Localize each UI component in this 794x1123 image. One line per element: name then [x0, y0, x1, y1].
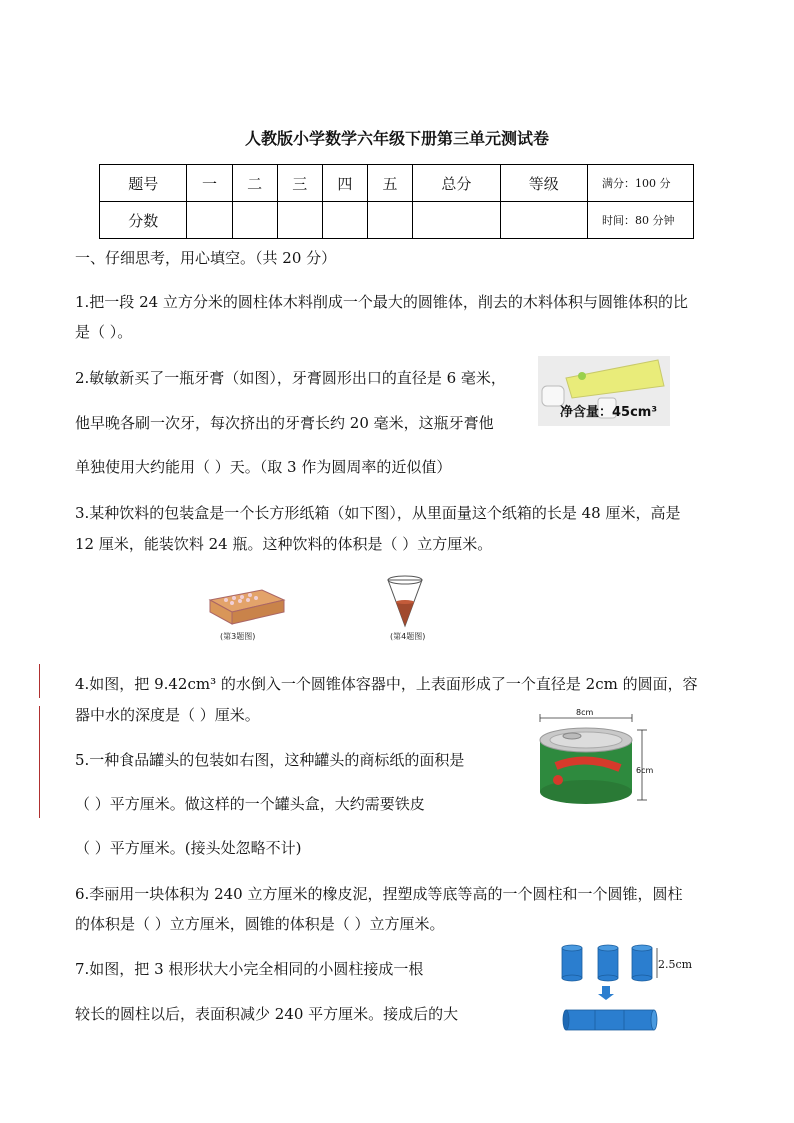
- score-table-score-row: [100, 202, 694, 239]
- score-input-cell: [277, 202, 322, 239]
- score-cell: 题号: [100, 165, 187, 202]
- q3-line2: 12 厘米，能装饮料 24 瓶。这种饮料的体积是（ ）立方厘米。: [75, 535, 493, 553]
- q4-line2: 器中水的深度是（ ）厘米。: [75, 706, 260, 724]
- q6-line1: 6.李丽用一块体积为 240 立方厘米的橡皮泥，捏塑成等底等高的一个圆柱和一个圆锥，圆柱: [75, 885, 683, 903]
- score-input-cell: [500, 202, 587, 239]
- q4-line1: 4.如图，把 9.42cm³ 的水倒入一个圆锥体容器中，上表面形成了一个直径是 2cm 的圆面，容: [75, 675, 698, 693]
- score-cell: 分数: [100, 202, 187, 239]
- cylinder-height-label: 2.5cm: [658, 958, 693, 971]
- score-input-cell: [187, 202, 232, 239]
- score-cell: 二: [232, 165, 277, 202]
- score-cell: 一: [187, 165, 232, 202]
- cone-container-image: [385, 574, 425, 628]
- score-cell: 等级: [500, 165, 587, 202]
- q7-line1: 7.如图，把 3 根形状大小完全相同的小圆柱接成一根: [75, 960, 424, 978]
- can-width-label: 8cm: [576, 708, 594, 717]
- score-cell: 总分: [413, 165, 500, 202]
- full-marks: 满分：100 分: [588, 165, 694, 202]
- score-table-header-row: [100, 165, 694, 202]
- section-heading: 一、仔细思考，用心填空。（共 20 分）: [75, 249, 337, 267]
- q5-line1: 5.一种食品罐头的包装如右图，这种罐头的商标纸的面积是: [75, 751, 465, 769]
- q5-line2: （ ）平方厘米。做这样的一个罐头盒，大约需要铁皮: [75, 795, 425, 813]
- q7-line2: 较长的圆柱以后，表面积减少 240 平方厘米。接成后的大: [75, 1005, 459, 1023]
- q3-caption: (第3题图): [220, 632, 256, 641]
- q1-line1: 1.把一段 24 立方分米的圆柱体木料削成一个最大的圆锥体，削去的木料体积与圆锥体积的比: [75, 293, 688, 311]
- score-cell: 五: [367, 165, 412, 202]
- drink-box-image: [206, 580, 288, 626]
- q1-line2: 是（ ）。: [75, 323, 133, 341]
- page-title: 人教版小学数学六年级下册第三单元测试卷: [244, 129, 549, 148]
- toothpaste-image: [538, 356, 670, 426]
- can-height-label: 6cm: [636, 766, 654, 775]
- score-input-cell: [322, 202, 367, 239]
- score-cell: 四: [322, 165, 367, 202]
- cylinders-image: [560, 942, 693, 1036]
- q2-line2: 他早晚各刷一次牙，每次挤出的牙膏长约 20 毫米，这瓶牙膏他: [75, 414, 494, 432]
- q3-line1: 3.某种饮料的包装盒是一个长方形纸箱（如下图），从里面量这个纸箱的长是 48 厘米，高是: [75, 504, 681, 522]
- score-table: [99, 164, 694, 239]
- margin-rule: [39, 706, 40, 818]
- exam-time: 时间：80 分钟: [588, 202, 694, 239]
- can-image: [536, 708, 656, 812]
- score-cell: 三: [277, 165, 322, 202]
- q4-caption: (第4题图): [390, 632, 426, 641]
- toothpaste-net-content: 净含量：45cm³: [560, 405, 658, 420]
- score-input-cell: [413, 202, 500, 239]
- margin-rule: [39, 664, 40, 698]
- q2-line3: 单独使用大约能用（ ）天。（取 3 作为圆周率的近似值）: [75, 458, 452, 476]
- score-input-cell: [232, 202, 277, 239]
- q5-line3: （ ）平方厘米。(接头处忽略不计): [75, 839, 302, 857]
- q2-line1: 2.敏敏新买了一瓶牙膏（如图），牙膏圆形出口的直径是 6 毫米，: [75, 369, 506, 387]
- q6-line2: 的体积是（ ）立方厘米，圆锥的体积是（ ）立方厘米。: [75, 915, 445, 933]
- score-input-cell: [367, 202, 412, 239]
